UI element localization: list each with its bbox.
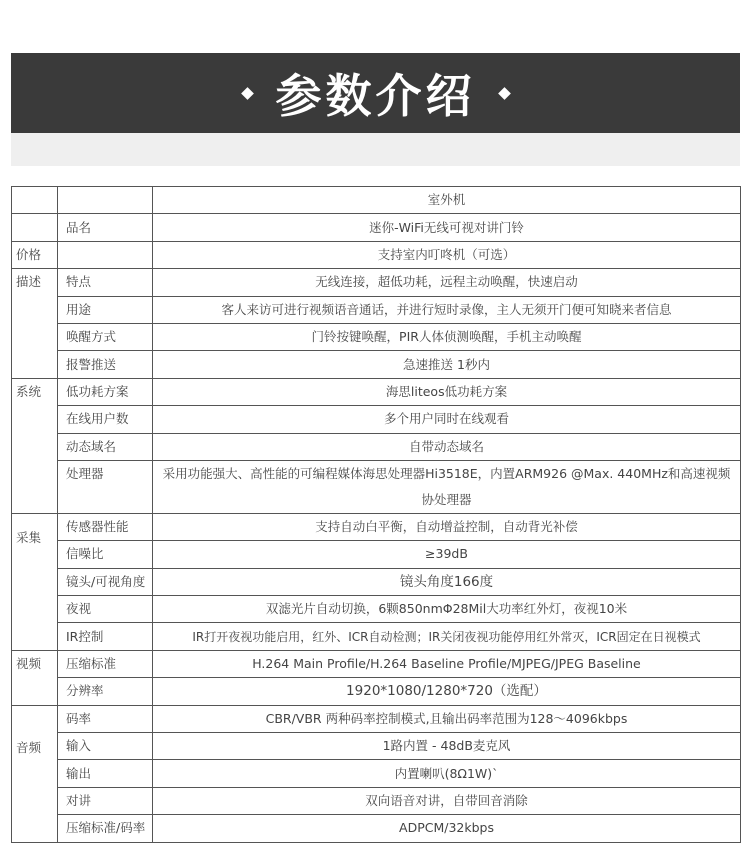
value-cell: 迷你-WiFi无线可视对讲门铃 [153,214,741,241]
item-cell: 压缩标准 [58,650,153,677]
item-cell: IR控制 [58,623,153,650]
table-row [12,815,741,842]
table-row [12,214,741,241]
value-cell: 支持室内叮咚机（可选） [153,241,741,268]
table-header-cell: 室外机 [153,187,741,214]
value-cell: 镜头角度166度 [153,568,741,595]
item-cell: 动态域名 [58,433,153,460]
item-cell [58,241,153,268]
item-cell: 镜头/可视角度 [58,568,153,595]
value-cell: 门铃按键唤醒，PIR人体侦测唤醒，手机主动唤醒 [153,323,741,350]
table-row [12,187,741,214]
table-row [12,596,741,623]
table-row [12,733,741,760]
title-banner [11,53,740,133]
table-row [12,433,741,460]
item-cell: 码率 [58,705,153,732]
item-cell: 分辨率 [58,678,153,705]
item-cell: 特点 [58,269,153,296]
item-cell: 唤醒方式 [58,323,153,350]
category-cell: 采集 [12,513,58,650]
item-cell: 报警推送 [58,351,153,378]
spec-table [11,186,741,843]
value-cell: 无线连接，超低功耗，远程主动唤醒，快速启动 [153,269,741,296]
table-row [12,351,741,378]
table-row [12,787,741,814]
value-cell: 自带动态域名 [153,433,741,460]
item-cell: 信噪比 [58,541,153,568]
table-row [12,241,741,268]
item-cell: 用途 [58,296,153,323]
table-cell [58,187,153,214]
table-row [12,705,741,732]
category-cell: 视频 [12,650,58,705]
table-cell [12,187,58,214]
table-row [12,678,741,705]
category-cell: 音频 [12,705,58,842]
value-cell: 双滤光片自动切换，6颗850nmΦ28Mil大功率红外灯，夜视10米 [153,596,741,623]
diamond-bullet-icon [241,87,254,100]
value-cell: 1920*1080/1280*720（选配） [153,678,741,705]
value-cell: 海思liteos低功耗方案 [153,378,741,405]
item-cell: 输入 [58,733,153,760]
table-row [12,406,741,433]
table-row [12,513,741,540]
value-cell: CBR/VBR 两种码率控制模式,且输出码率范围为128～4096kbps [153,705,741,732]
table-row [12,568,741,595]
diamond-bullet-icon [498,87,511,100]
item-cell: 夜视 [58,596,153,623]
value-cell: 双向语音对讲，自带回音消除 [153,787,741,814]
item-cell: 传感器性能 [58,513,153,540]
value-cell: 客人来访可进行视频语音通话，并进行短时录像，主人无须开门便可知晓来者信息 [153,296,741,323]
table-row [12,296,741,323]
category-cell: 价格 [12,241,58,268]
value-cell: 内置喇叭(8Ω1W)` [153,760,741,787]
value-cell: H.264 Main Profile/H.264 Baseline Profile/MJPEG/JPEG Baseline [153,650,741,677]
value-cell: 1路内置 - 48dB麦克风 [153,733,741,760]
category-cell: 系统 [12,378,58,513]
value-cell: ≥39dB [153,541,741,568]
item-cell: 输出 [58,760,153,787]
table-row [12,269,741,296]
category-cell: 描述 [12,269,58,379]
value-cell: ADPCM/32kbps [153,815,741,842]
item-cell: 品名 [58,214,153,241]
table-row [12,378,741,405]
table-row [12,323,741,350]
item-cell: 处理器 [58,460,153,513]
item-cell: 低功耗方案 [58,378,153,405]
value-cell: 多个用户同时在线观看 [153,406,741,433]
value-cell: 急速推送 1秒内 [153,351,741,378]
item-cell: 压缩标准/码率 [58,815,153,842]
table-row [12,623,741,650]
category-cell [12,214,58,241]
value-cell: 支持自动白平衡，自动增益控制，自动背光补偿 [153,513,741,540]
table-row [12,541,741,568]
page-title: 参数介绍 [275,69,476,123]
value-cell: 采用功能强大、高性能的可编程媒体海思处理器Hi3518E，内置ARM926 @Max. 440MHz和高速视频协处理器 [153,460,741,513]
table-row [12,760,741,787]
item-cell: 对讲 [58,787,153,814]
table-row [12,460,741,513]
table-row [12,650,741,677]
banner-spacer [11,133,740,166]
item-cell: 在线用户数 [58,406,153,433]
value-cell: IR打开夜视功能启用，红外、ICR自动检测；IR关闭夜视功能停用红外常灭，ICR固定在日视模式 [153,623,741,650]
